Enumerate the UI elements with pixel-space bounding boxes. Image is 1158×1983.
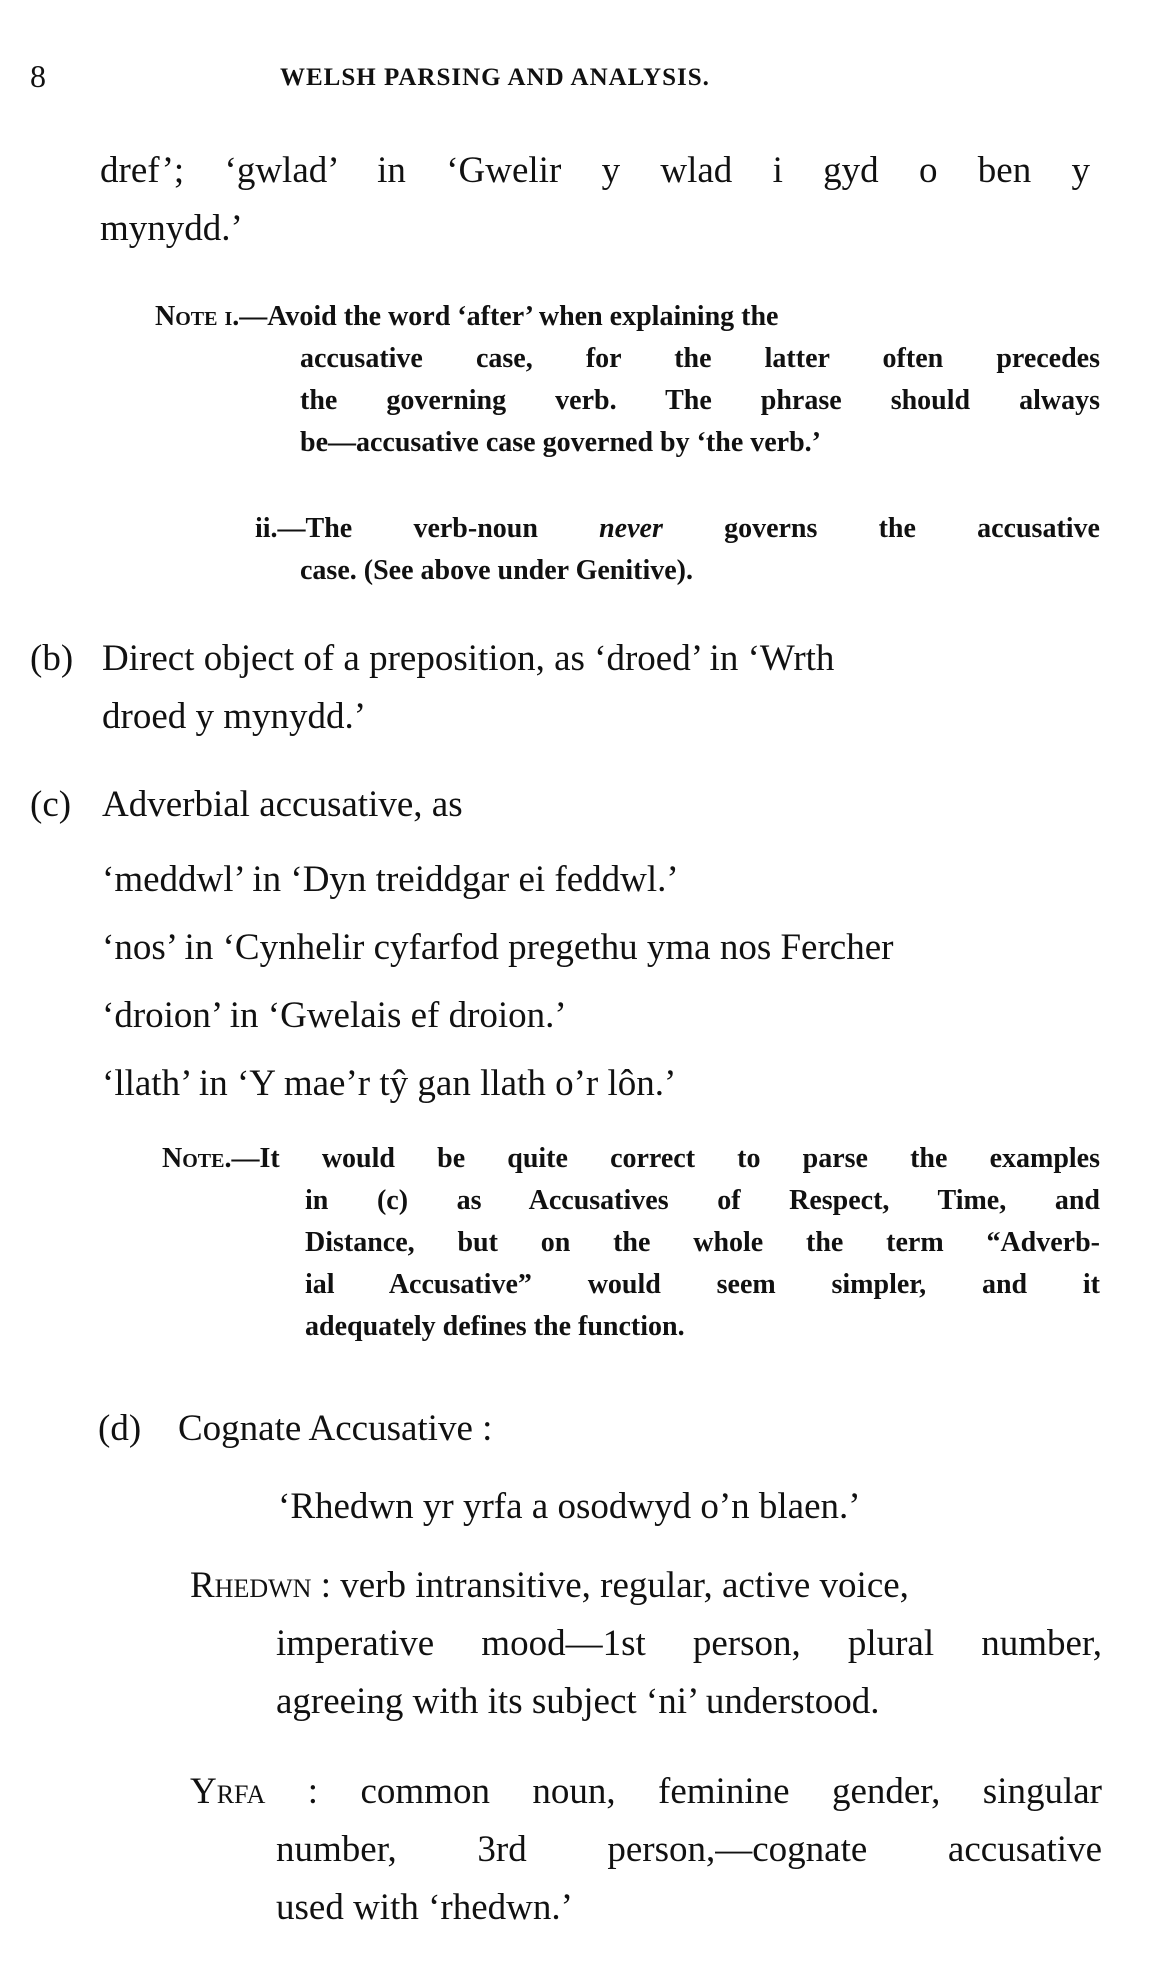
- note-c-line: ial Accusative” would seem simpler, and it: [305, 1269, 1100, 1300]
- parse-line: number, 3rd person,—cognate accusative: [276, 1829, 1102, 1870]
- note-c-line: Distance, but on the whole the term “Adverb-: [305, 1227, 1100, 1258]
- item-d-example: [278, 1478, 1098, 1536]
- parse-rhedwn: [190, 1557, 1102, 1731]
- item-text: Direct object of a preposition, as ‘droed’ in ‘Wrth: [102, 638, 835, 679]
- item-d: [98, 1400, 1098, 1458]
- parse-text: : common noun, feminine gender, singular: [265, 1771, 1102, 1812]
- item-label: (b): [30, 638, 74, 679]
- emphasis-never: never: [599, 513, 663, 544]
- parse-line: imperative mood—1st person, plural number,: [276, 1623, 1102, 1664]
- note-text: —Avoid the word ‘after’ when explaining the: [239, 301, 779, 332]
- note-c-line: in (c) as Accusatives of Respect, Time, and: [305, 1185, 1100, 1216]
- parse-line-1: [190, 1763, 1102, 1821]
- item-label: (c): [30, 784, 72, 825]
- item-b: [30, 630, 1100, 746]
- item-d-heading: [98, 1400, 1098, 1458]
- item-label: (d): [98, 1408, 142, 1449]
- parse-line-1: [190, 1557, 1102, 1615]
- item-c: [30, 776, 1100, 834]
- note-label: Note.: [162, 1143, 232, 1174]
- note-ii-line-1: [255, 508, 1100, 550]
- continuation-paragraph: [100, 142, 1090, 258]
- note-label: Note i.: [155, 301, 240, 332]
- running-title: WELSH PARSING AND ANALYSIS.: [280, 64, 710, 91]
- note-c: [162, 1138, 1100, 1348]
- example-line: ‘droion’ in ‘Gwelais ef droion.’: [102, 995, 567, 1036]
- item-text: Adverbial accusative, as: [102, 784, 463, 825]
- parsed-word: Rhedwn: [190, 1565, 312, 1606]
- note-text: —It would be quite correct to parse the examples: [231, 1143, 1100, 1174]
- note-i-line-1: [155, 296, 1100, 338]
- page-number: 8: [30, 58, 46, 94]
- example-line: ‘meddwl’ in ‘Dyn treiddgar ei feddwl.’: [102, 859, 679, 900]
- parse-yrfa: [190, 1763, 1102, 1937]
- page-header: [30, 58, 1120, 98]
- text-line: mynydd.’: [100, 208, 243, 249]
- item-c-examples: [102, 846, 1102, 1118]
- item-b-line-1: [30, 630, 1100, 688]
- note-i: [155, 296, 1100, 464]
- note-text: ii.—The verb-noun: [255, 513, 600, 544]
- note-c-line: adequately defines the function.: [305, 1311, 685, 1342]
- example-sentence: ‘Rhedwn yr yrfa a osodwyd o’n blaen.’: [278, 1486, 861, 1527]
- note-ii-line: case. (See above under Genitive).: [300, 555, 693, 586]
- note-i-line: the governing verb. The phrase should always: [300, 385, 1100, 416]
- note-c-line-1: [162, 1138, 1100, 1180]
- note-i-line: be—accusative case governed by ‘the verb.’: [300, 427, 822, 458]
- parsed-word: Yrfa: [190, 1771, 266, 1812]
- item-b-line: droed y mynydd.’: [102, 696, 367, 737]
- parse-line: agreeing with its subject ‘ni’ understood.: [276, 1681, 880, 1722]
- parse-text: : verb intransitive, regular, active voice,: [311, 1565, 909, 1606]
- note-text: governs the accusative: [662, 513, 1100, 544]
- note-ii: [255, 508, 1100, 592]
- example-line: ‘llath’ in ‘Y mae’r tŷ gan llath o’r lôn.’: [102, 1063, 677, 1104]
- text-line: dref’; ‘gwlad’ in ‘Gwelir y wlad i gyd o ben y: [100, 150, 1090, 191]
- example-line: ‘nos’ in ‘Cynhelir cyfarfod pregethu yma nos Fercher: [102, 927, 894, 968]
- note-i-line: accusative case, for the latter often precedes: [300, 343, 1100, 374]
- parse-line: used with ‘rhedwn.’: [276, 1887, 573, 1928]
- item-text: Cognate Accusative :: [178, 1408, 493, 1449]
- item-c-intro: [30, 776, 1100, 834]
